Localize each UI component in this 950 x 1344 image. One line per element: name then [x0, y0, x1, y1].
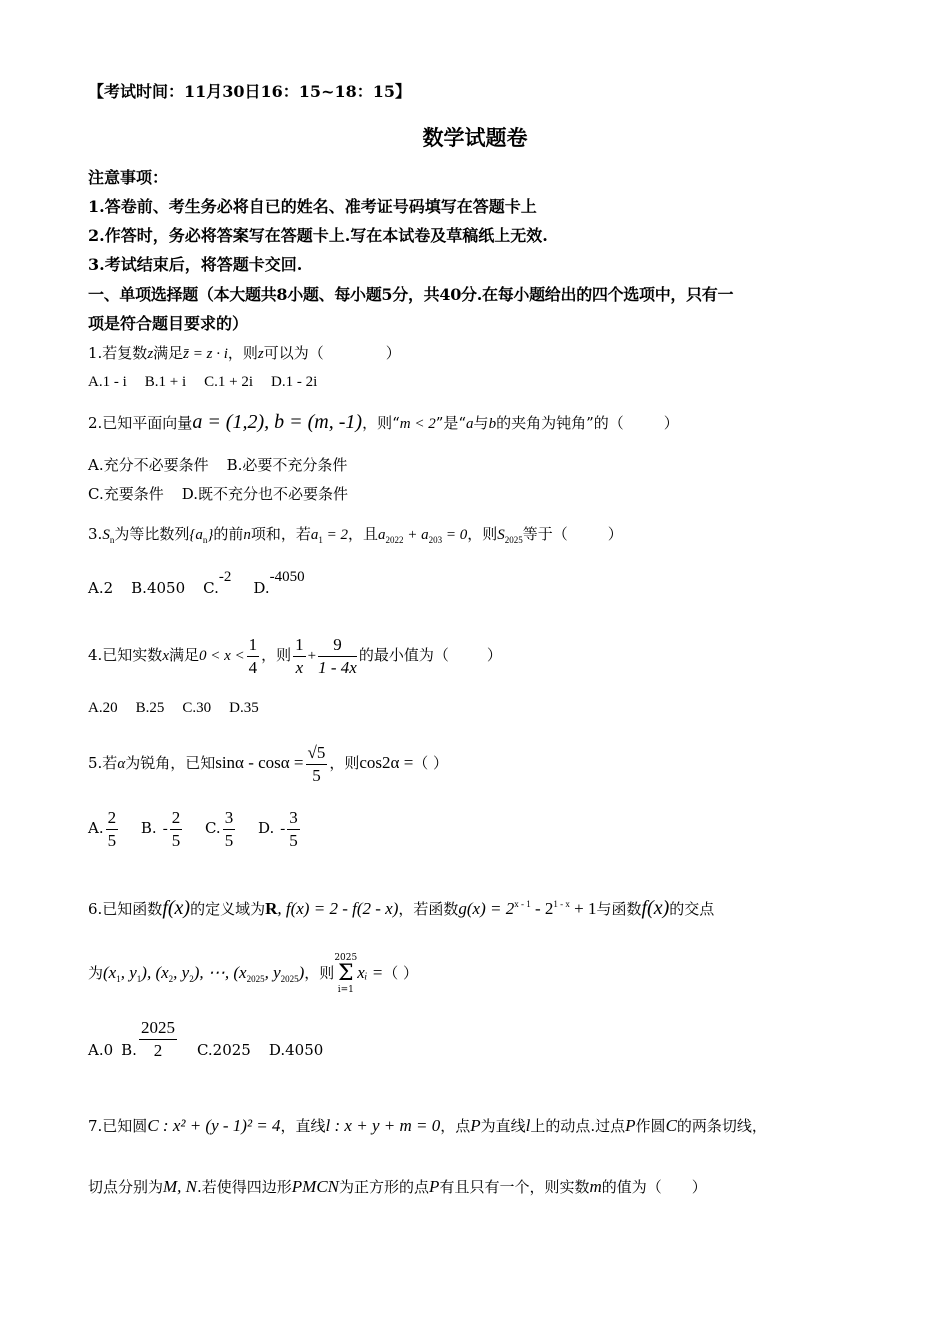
- option-a[interactable]: A. $\frac{2}{5}$: [88, 807, 117, 850]
- notice-heading: 注意事项：: [88, 168, 169, 187]
- option-b[interactable]: B.25: [135, 700, 165, 716]
- notice-item-2: 2.作答时，务必将答案写在答题卡上.写在本试卷及草稿纸上无效.: [88, 226, 548, 245]
- option-a[interactable]: A.充分不必要条件: [88, 456, 209, 474]
- notice-item-3: 3.考试结束后，将答题卡交回.: [88, 255, 303, 274]
- question-1: 1.若复数z满足z̄ = z · i，则z可以为（ ）: [88, 344, 401, 362]
- option-a[interactable]: A.2: [88, 579, 114, 597]
- option-d[interactable]: D.35: [229, 700, 259, 716]
- option-c[interactable]: C.充要条件: [88, 485, 164, 503]
- question-2-options-row1: [88, 455, 365, 475]
- question-1-options: [88, 372, 335, 392]
- option-d[interactable]: D.1 - 2i: [271, 374, 318, 390]
- question-7: 7.已知圆C : x² + (y - 1)² = 4，直线l : x + y + m = 0，点P为直线l上的动点.过点P作圆C的两条切线，: [88, 1116, 767, 1135]
- question-2: 2.已知平面向量a = (1,2), b = (m, -1)，则“m < 2”是“a与b的夹角为钝角”的（ ）: [88, 411, 679, 433]
- option-d[interactable]: D.: [253, 579, 270, 597]
- question-4: 4.已知实数x满足0 < x < $\frac{1}{4}$ ，则 $\frac{1}{x}$ + $\frac{9}{1 - 4x}$ 的最小值为（ ）: [88, 634, 502, 677]
- option-c[interactable]: C.: [203, 579, 219, 597]
- option-c[interactable]: C. $\frac{3}{5}$: [204, 807, 234, 850]
- option-d[interactable]: D. - $\frac{3}{5}$: [257, 807, 298, 850]
- question-7-line2: 切点分别为M, N.若使得四边形PMCN为正方形的点P有且只有一个，则实数m的值为（ ）: [88, 1177, 707, 1196]
- question-2-options-row2: [88, 484, 366, 504]
- option-a[interactable]: A.0: [88, 1041, 114, 1059]
- q1-condition: z̄ = z · i: [183, 346, 228, 362]
- question-6: 6.已知函数f(x)的定义域为R, f(x) = 2 - f(2 - x)，若函数$g(x) = 2^{x - 1} - 2^{1 - x} + 1$与函数f(x)的交点: [88, 897, 715, 919]
- question-5: 5.若α为锐角，已知sinα - cosα = $\frac{√5}{5}$ ，则cos2α =（ ）: [88, 742, 449, 785]
- page-title: 数学试题卷: [422, 125, 528, 150]
- q2-vectors: a = (1,2), b = (m, -1): [192, 411, 363, 433]
- exam-time: 【考试时间：11月30日16：15~18：15】: [88, 82, 412, 101]
- question-3: $3.S_n$为等比数列$\{a_n\}$的前n项和，若$a_1 = 2$，且$a_{2022} + a_{203} = 0$，则$S_{2025}$等于（ ）: [88, 525, 623, 545]
- option-c[interactable]: C.1 + 2i: [204, 374, 254, 390]
- notice-item-1: 1.答卷前、考生务必将自已的姓名、准考证号码填写在答题卡上: [88, 197, 537, 216]
- option-b[interactable]: B.4050: [131, 579, 186, 597]
- option-b[interactable]: B.1 + i: [144, 374, 187, 390]
- section-heading-line2: 项是符合题目要求的）: [88, 314, 249, 333]
- section-heading-line1: 一、单项选择题（本大题共8小题、每小题5分，共40分.在每小题给出的四个选项中，只有一: [88, 285, 734, 304]
- option-d[interactable]: D.4050: [268, 1041, 324, 1059]
- question-3-options: A.2 B.4050 C.-2D.-4050: [88, 569, 305, 597]
- option-c[interactable]: C.30: [182, 700, 212, 716]
- option-d[interactable]: D.既不充分也不必要条件: [181, 485, 348, 503]
- option-a[interactable]: A.1 - i: [88, 374, 127, 390]
- question-6-line2: 为($x_1$, $y_1$), ($x_2$, $y_2$), ⋯, ($x_{2025}$, $y_{2025}$)，则 2025 Σ i=1 xᵢ =（ ）: [88, 953, 418, 995]
- option-c[interactable]: C.2025: [196, 1041, 251, 1059]
- option-a[interactable]: A.20: [88, 700, 118, 716]
- question-5-options: [88, 805, 302, 852]
- question-4-options: [88, 698, 277, 718]
- option-b[interactable]: B.必要不充分条件: [226, 456, 348, 474]
- option-b[interactable]: B. - $\frac{2}{5}$: [140, 807, 181, 850]
- question-6-options: [88, 1017, 341, 1074]
- option-b[interactable]: B. $\frac{2025}{2}$: [121, 1017, 175, 1060]
